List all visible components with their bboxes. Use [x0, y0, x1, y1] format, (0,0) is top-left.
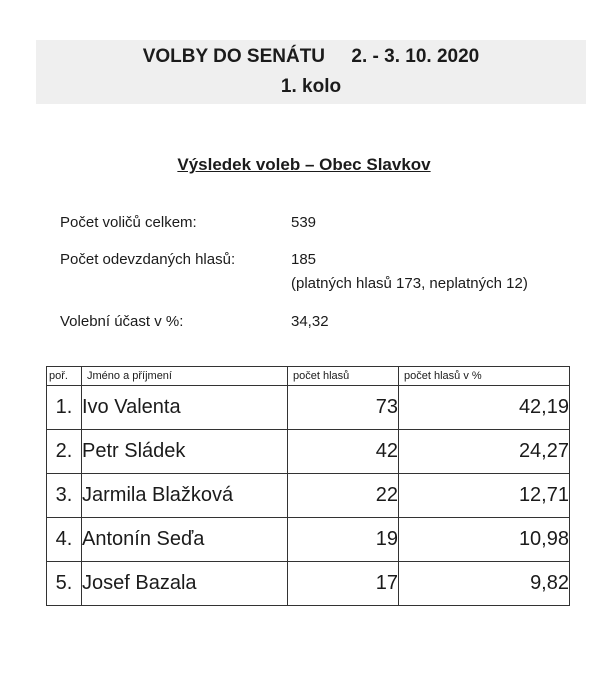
header-name: Jméno a příjmení [82, 367, 288, 386]
table-row [47, 386, 570, 430]
header-percent: počet hlasů v % [399, 367, 570, 386]
round-label: 1. kolo [280, 76, 342, 97]
row-percent: 12,71 [399, 474, 570, 518]
row-votes: 42 [288, 430, 399, 474]
row-votes: 22 [288, 474, 399, 518]
voters-value: 539 [291, 214, 317, 231]
row-order: 1. [47, 386, 82, 430]
row-name: Jarmila Blažková [82, 474, 288, 518]
title-line [36, 46, 586, 68]
table-header-row [47, 367, 570, 386]
header-votes: počet hlasů [288, 367, 399, 386]
results-table [46, 366, 570, 606]
title-banner [36, 40, 586, 104]
turnout-label: Volební účast v %: [60, 313, 184, 330]
ballots-label: Počet odevzdaných hlasů: [60, 251, 236, 268]
row-order: 2. [47, 430, 82, 474]
row-percent: 9,82 [399, 562, 570, 606]
row-percent: 42,19 [399, 386, 570, 430]
row-name: Ivo Valenta [82, 386, 288, 430]
ballots-note: (platných hlasů 173, neplatných 12) [291, 275, 528, 292]
table-row [47, 518, 570, 562]
row-name: Josef Bazala [82, 562, 288, 606]
election-title: VOLBY DO SENÁTU [142, 46, 326, 67]
table-row [47, 562, 570, 606]
row-percent: 24,27 [399, 430, 570, 474]
row-name: Antonín Seďa [82, 518, 288, 562]
results-subtitle: Výsledek voleb – Obec Slavkov [177, 155, 431, 174]
row-order: 4. [47, 518, 82, 562]
election-dates: 2. - 3. 10. 2020 [351, 46, 480, 67]
turnout-value: 34,32 [291, 313, 329, 330]
row-votes: 17 [288, 562, 399, 606]
row-votes: 19 [288, 518, 399, 562]
header-order: poř. [47, 367, 82, 386]
row-order: 3. [47, 474, 82, 518]
row-votes: 73 [288, 386, 399, 430]
voters-label: Počet voličů celkem: [60, 214, 197, 231]
table-row [47, 430, 570, 474]
row-order: 5. [47, 562, 82, 606]
row-name: Petr Sládek [82, 430, 288, 474]
row-percent: 10,98 [399, 518, 570, 562]
table-row [47, 474, 570, 518]
ballots-value: 185 [291, 251, 317, 268]
